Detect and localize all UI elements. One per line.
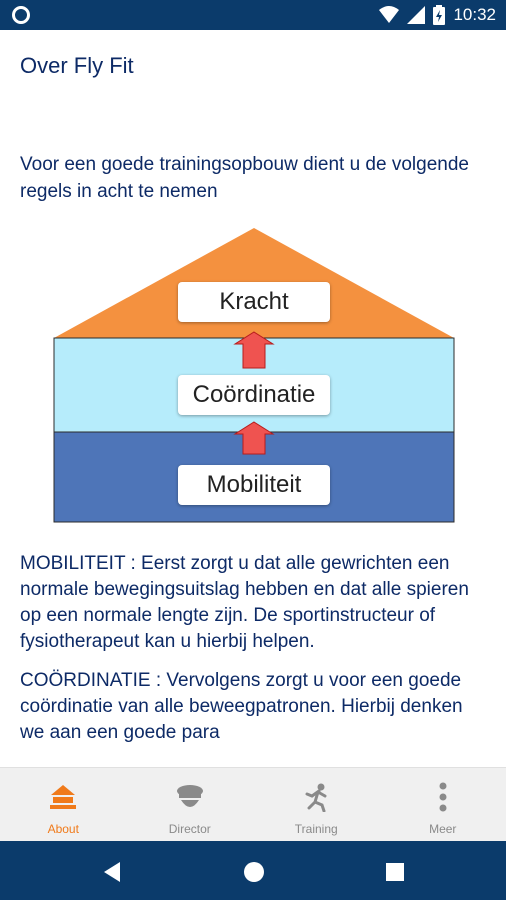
- nav-item-meer[interactable]: [380, 768, 506, 841]
- intro-text: Voor een goede trainingsopbouw dient u de volgende regels in acht te nemen: [20, 154, 469, 202]
- content-scroll-area[interactable]: [20, 551, 490, 767]
- nav-label-training: Training: [294, 822, 338, 836]
- bottom-navigation: [0, 767, 506, 841]
- status-bar: [0, 0, 506, 30]
- level-label-mobiliteit: Mobiliteit: [178, 465, 330, 505]
- signal-icon: [407, 6, 425, 24]
- level-label-coordinatie: Coördinatie: [178, 375, 330, 415]
- back-icon[interactable]: [104, 862, 120, 882]
- training-icon: [299, 780, 333, 814]
- nav-label-director: Director: [168, 822, 211, 836]
- status-time: 10:32: [453, 5, 496, 24]
- paragraph-coordinatie: COÖRDINATIE : Vervolgens zorgt u voor een goede coördinatie van alle beweegpatronen. Hierbij denken we aan een goede para: [20, 670, 463, 743]
- house-icon: [46, 780, 80, 814]
- level-label-kracht: Kracht: [178, 282, 330, 322]
- home-icon[interactable]: [244, 862, 264, 882]
- paragraph-mobiliteit: MOBILITEIT : Eerst zorgt u dat alle gewrichten een normale bewegingsuitslag hebben en dat alle spieren op een normale lengte zijn. De sportinstructeur of fysiotherapeut kan u hierbij helpen.: [20, 553, 469, 652]
- page-title: Over Fly Fit: [20, 53, 134, 78]
- director-icon: [173, 780, 207, 814]
- notification-icon: [12, 6, 30, 24]
- status-icons: [379, 4, 496, 26]
- nav-item-training[interactable]: [253, 768, 380, 841]
- nav-item-about[interactable]: [0, 768, 127, 841]
- wifi-icon: [379, 6, 399, 24]
- training-pyramid-diagram: [40, 222, 470, 532]
- system-navigation-bar: [0, 841, 506, 900]
- nav-item-director[interactable]: [127, 768, 254, 841]
- nav-label-about: About: [47, 822, 79, 836]
- recents-icon[interactable]: [386, 863, 404, 881]
- battery-icon: [433, 5, 445, 25]
- nav-label-meer: Meer: [429, 822, 457, 836]
- more-icon: [426, 780, 460, 814]
